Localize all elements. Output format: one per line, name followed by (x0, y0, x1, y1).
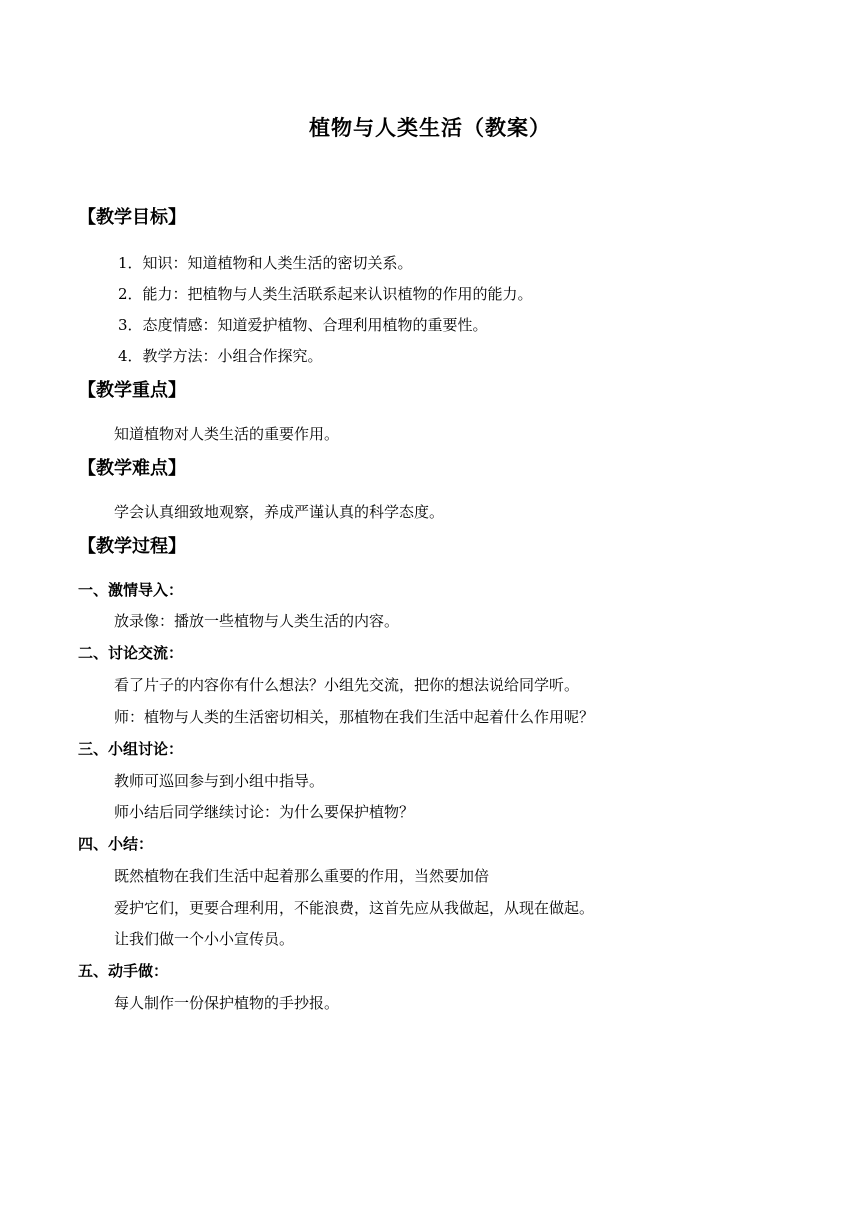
objectives-heading: 【教学目标】 (78, 207, 186, 228)
step-heading: 二、讨论交流： (78, 644, 184, 662)
objective-item: 2．能力：把植物与人类生活联系起来认识植物的作用的能力。 (118, 285, 533, 303)
step-line: 让我们做一个小小宣传员。 (114, 930, 295, 948)
step-line: 既然植物在我们生活中起着那么重要的作用，当然要加倍 (114, 867, 490, 885)
difficulties-heading: 【教学难点】 (78, 458, 186, 479)
step-heading: 一、激情导入： (78, 581, 184, 599)
step-heading: 三、小组讨论： (78, 740, 184, 758)
step-heading: 四、小结： (78, 835, 154, 853)
step-line: 每人制作一份保护植物的手抄报。 (114, 994, 340, 1012)
key-points-heading: 【教学重点】 (78, 380, 186, 401)
document-title: 植物与人类生活（教案） (309, 116, 551, 140)
step-line: 爱护它们，更要合理利用，不能浪费，这首先应从我做起，从现在做起。 (114, 899, 595, 917)
difficulties-text: 学会认真细致地观察，养成严谨认真的科学态度。 (114, 503, 445, 521)
step-line: 师：植物与人类的生活密切相关，那植物在我们生活中起着什么作用呢？ (114, 708, 595, 726)
step-line: 师小结后同学继续讨论：为什么要保护植物？ (114, 803, 415, 821)
objective-item: 3．态度情感：知道爱护植物、合理利用植物的重要性。 (118, 316, 488, 334)
step-line: 放录像：播放一些植物与人类生活的内容。 (114, 612, 400, 630)
step-line: 教师可巡回参与到小组中指导。 (114, 772, 325, 790)
step-line: 看了片子的内容你有什么想法？小组先交流，把你的想法说给同学听。 (114, 676, 580, 694)
objective-item: 1．知识：知道植物和人类生活的密切关系。 (118, 254, 413, 272)
process-heading: 【教学过程】 (78, 536, 186, 557)
key-points-text: 知道植物对人类生活的重要作用。 (114, 425, 340, 443)
step-heading: 五、动手做： (78, 962, 169, 980)
objective-item: 4．教学方法：小组合作探究。 (118, 347, 323, 365)
